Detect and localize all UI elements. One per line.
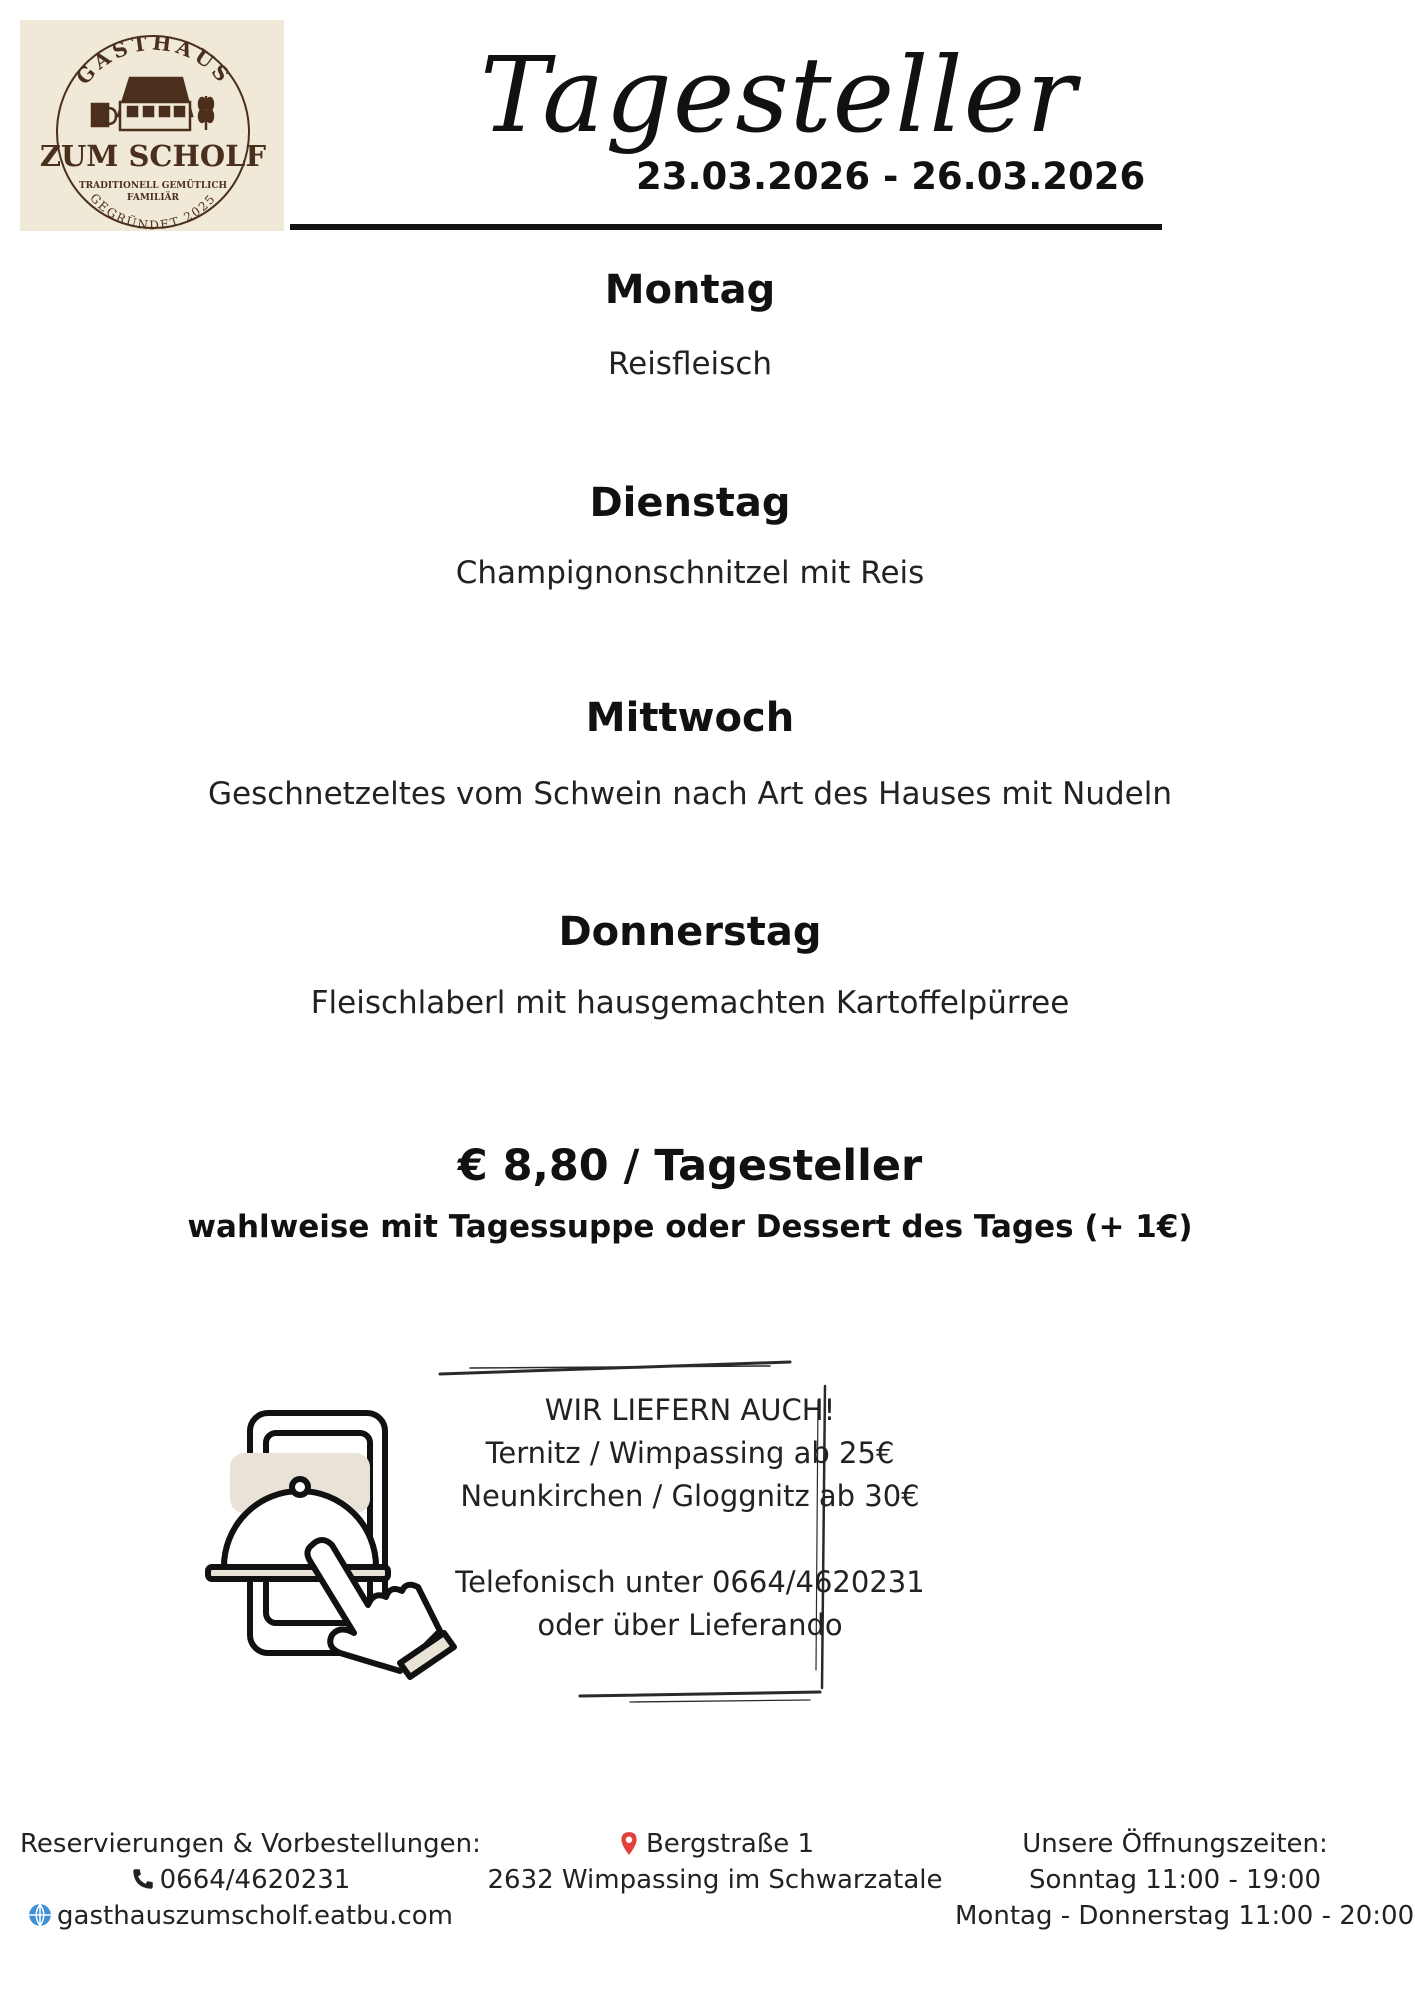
delivery-area-2: Neunkirchen / Gloggnitz ab 30€ [460, 1479, 920, 1513]
map-pin-icon [616, 1830, 642, 1856]
page-title: Tagesteller [480, 34, 1077, 156]
footer-city: 2632 Wimpassing im Schwarzatale [487, 1865, 943, 1895]
logo-arc-bottom-text: GEGRÜNDET 2025 [87, 190, 219, 231]
dish-thursday: Fleischlaberl mit hausgemachten Kartoffelpürree [310, 985, 1070, 1021]
footer-opening-hours [955, 1826, 1415, 1934]
restaurant-logo [20, 20, 284, 231]
dish-tuesday: Champignonschnitzel mit Reis [455, 555, 925, 591]
logo-tagline-1: TRADITIONELL GEMÜTLICH [78, 181, 228, 191]
day-heading-tuesday: Dienstag [589, 480, 791, 526]
footer-street: Bergstraße 1 [645, 1829, 815, 1859]
day-heading-wednesday: Mittwoch [585, 695, 795, 741]
footer-address [480, 1826, 950, 1898]
logo-arc-top-text: GASTHAUS [71, 30, 237, 90]
dish-monday: Reisfleisch [607, 346, 773, 382]
footer-phone-row [20, 1862, 460, 1898]
delivery-lieferando: oder über Lieferando [537, 1608, 843, 1642]
price-line: € 8,80 / Tagesteller [457, 1141, 923, 1191]
delivery-area-1: Ternitz / Wimpassing ab 25€ [485, 1436, 895, 1470]
wheat-icon [199, 96, 213, 130]
day-heading-thursday: Donnerstag [558, 909, 822, 955]
logo-tagline-2: FAMILIÄR [126, 193, 180, 203]
food-delivery-app-icon [200, 1405, 470, 1685]
footer-hours-label: Unsere Öffnungszeiten: [1022, 1829, 1328, 1859]
house-icon [118, 78, 192, 130]
delivery-headline: WIR LIEFERN AUCH! [544, 1393, 836, 1427]
footer-phone[interactable]: 0664/4620231 [159, 1865, 351, 1895]
delivery-phone: Telefonisch unter 0664/4620231 [455, 1565, 925, 1599]
footer-reservations [20, 1826, 481, 1934]
globe-icon [27, 1902, 53, 1928]
delivery-info [440, 1389, 940, 1647]
footer-reservations-label: Reservierungen & Vorbestellungen: [20, 1829, 481, 1859]
dish-wednesday: Geschnetzeltes vom Schwein nach Art des Hauses mit Nudeln [207, 776, 1173, 812]
footer-street-row [480, 1826, 950, 1862]
delivery-spacer [440, 1518, 940, 1561]
footer-hours-weekdays: Montag - Donnerstag 11:00 - 20:00 [955, 1901, 1415, 1931]
price-note: wahlweise mit Tagessuppe oder Dessert des Tages (+ 1€) [187, 1209, 1193, 1245]
logo-name: ZUM SCHOLF [39, 139, 267, 173]
date-range: 23.03.2026 - 26.03.2026 [636, 155, 1146, 198]
day-heading-monday: Montag [604, 267, 776, 313]
footer-hours-sunday: Sonntag 11:00 - 19:00 [1028, 1865, 1322, 1895]
footer-website-row [20, 1898, 460, 1934]
phone-icon [130, 1866, 156, 1892]
title-divider [290, 224, 1162, 230]
beer-mug-icon [92, 104, 116, 126]
logo-emblem [20, 20, 284, 231]
footer-website[interactable]: gasthauszumscholf.eatbu.com [57, 1901, 453, 1931]
